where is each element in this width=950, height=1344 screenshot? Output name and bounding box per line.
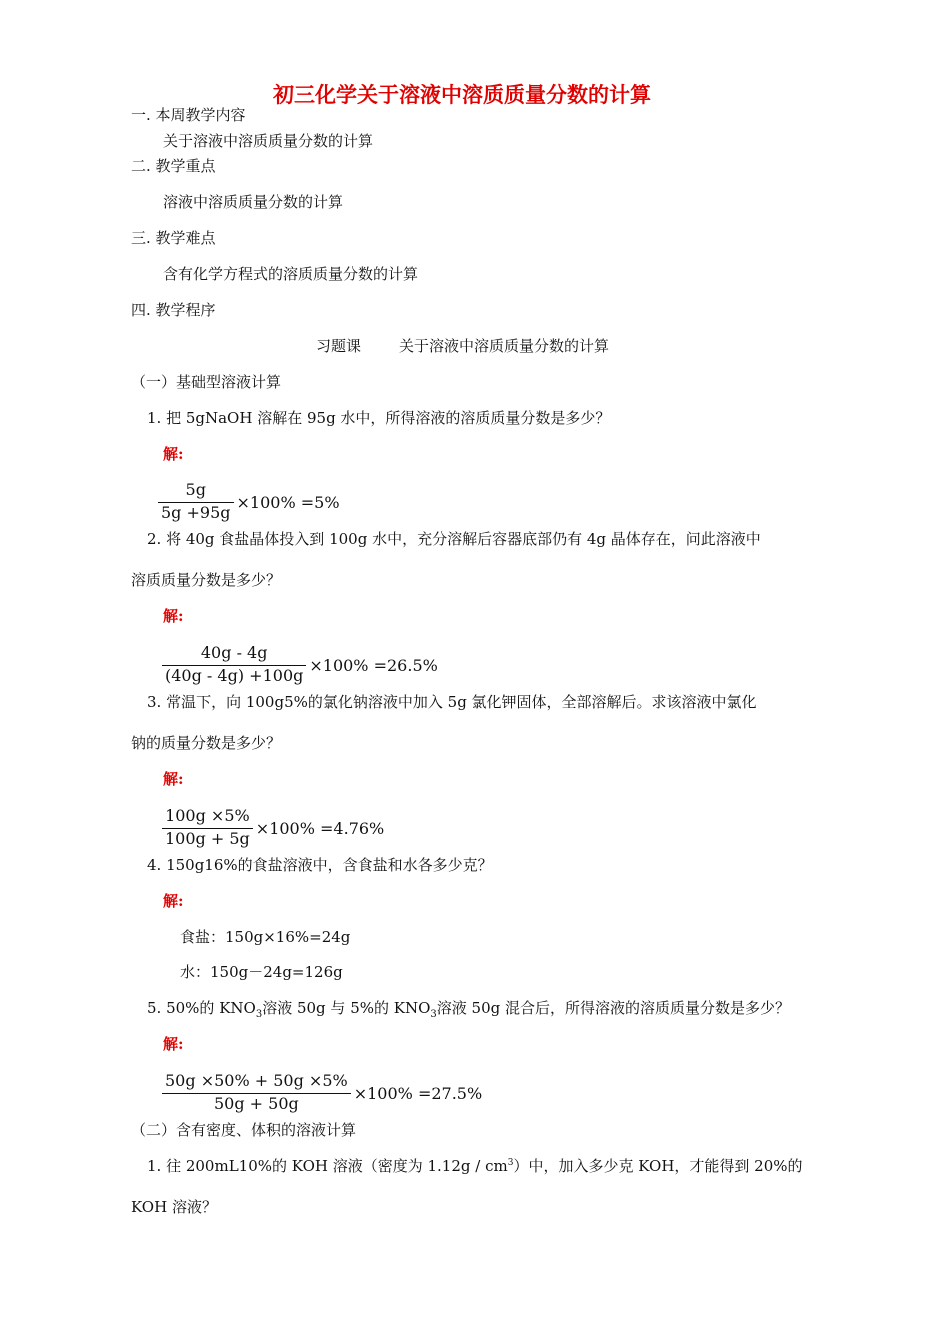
section-1-body: 关于溶液中溶质质量分数的计算: [163, 132, 374, 150]
formula-1-numerator: 5g: [185, 480, 206, 499]
formula-5: [162, 1073, 482, 1114]
question-3-line-1: 3. 常温下，向 100g5%的氯化钠溶液中加入 5g 氯化钾固体，全部溶解后。求该溶液中氯化: [147, 693, 757, 711]
question-5-part-b: 溶液 50g 与 5%的 KNO: [262, 999, 431, 1017]
part-1-heading: （一）基础型溶液计算: [131, 373, 282, 391]
formula-5-numerator: 50g ×50% + 50g ×5%: [165, 1071, 348, 1090]
formula-3-numerator: 100g ×5%: [165, 806, 250, 825]
solution-label: 解:: [163, 607, 184, 625]
answer-4-water: 水：150g－24g=126g: [180, 963, 343, 981]
formula-1-result: ×100% =5%: [236, 493, 340, 512]
question-4: 4. 150g16%的食盐溶液中，含食盐和水各多少克？: [147, 856, 493, 874]
formula-1-denominator: 5g +95g: [161, 503, 231, 522]
section-3-body: 含有化学方程式的溶质质量分数的计算: [163, 265, 419, 283]
solution-label: 解:: [163, 445, 184, 463]
formula-3: [162, 808, 384, 849]
question-1: 1. 把 5gNaOH 溶解在 95g 水中，所得溶液的溶质质量分数是多少？: [147, 409, 611, 427]
question-3-line-2: 钠的质量分数是多少？: [131, 734, 282, 752]
formula-5-denominator: 50g + 50g: [213, 1094, 299, 1113]
formula-2: [162, 645, 438, 686]
subscript: 3: [430, 1009, 437, 1020]
section-1-heading: 一. 本周教学内容: [131, 106, 246, 124]
answer-4-salt: 食盐：150g×16%=24g: [180, 928, 351, 946]
formula-1: [158, 482, 340, 523]
formula-2-result: ×100% =26.5%: [309, 656, 438, 675]
section-4-heading: 四. 教学程序: [131, 301, 216, 319]
formula-3-result: ×100% =4.76%: [255, 819, 385, 838]
question-5: [147, 1001, 790, 1020]
superscript: 3: [507, 1158, 514, 1168]
question-2-line-1: 2. 将 40g 食盐晶体投入到 100g 水中，充分溶解后容器底部仍有 4g 晶体存在，问此溶液中: [147, 530, 761, 548]
formula-3-denominator: 100g + 5g: [165, 829, 250, 848]
section-3-heading: 三. 教学难点: [131, 229, 216, 247]
lesson-topic: 关于溶液中溶质质量分数的计算: [399, 337, 610, 355]
solution-label: 解:: [163, 892, 184, 910]
formula-2-denominator: (40g - 4g) +100g: [165, 666, 304, 685]
subscript: 3: [255, 1009, 263, 1020]
lesson-label: 习题课: [316, 337, 362, 355]
solution-label: 解:: [163, 1035, 184, 1053]
solution-label: 解:: [163, 770, 184, 788]
section-2-body: 溶液中溶质质量分数的计算: [163, 193, 344, 211]
question-2-line-2: 溶质质量分数是多少？: [131, 571, 282, 589]
formula-5-result: ×100% =27.5%: [353, 1084, 483, 1103]
part-2-question-1-part-b: ）中，加入多少克 KOH，才能得到 20%的: [513, 1157, 803, 1175]
page-title: 初三化学关于溶液中溶质质量分数的计算: [273, 82, 651, 107]
question-5-part-a: 5. 50%的 KNO: [147, 999, 256, 1017]
question-5-part-c: 溶液 50g 混合后，所得溶液的溶质质量分数是多少？: [436, 999, 790, 1017]
section-2-heading: 二. 教学重点: [131, 157, 216, 175]
part-2-question-1-line-1: [147, 1159, 803, 1174]
part-2-heading: （二）含有密度、体积的溶液计算: [131, 1121, 357, 1139]
formula-2-numerator: 40g - 4g: [200, 643, 268, 662]
part-2-question-1-part-a: 1. 往 200mL10%的 KOH 溶液（密度为 1.12g / cm: [147, 1157, 508, 1175]
part-2-question-1-line-2: KOH 溶液？: [131, 1198, 217, 1216]
